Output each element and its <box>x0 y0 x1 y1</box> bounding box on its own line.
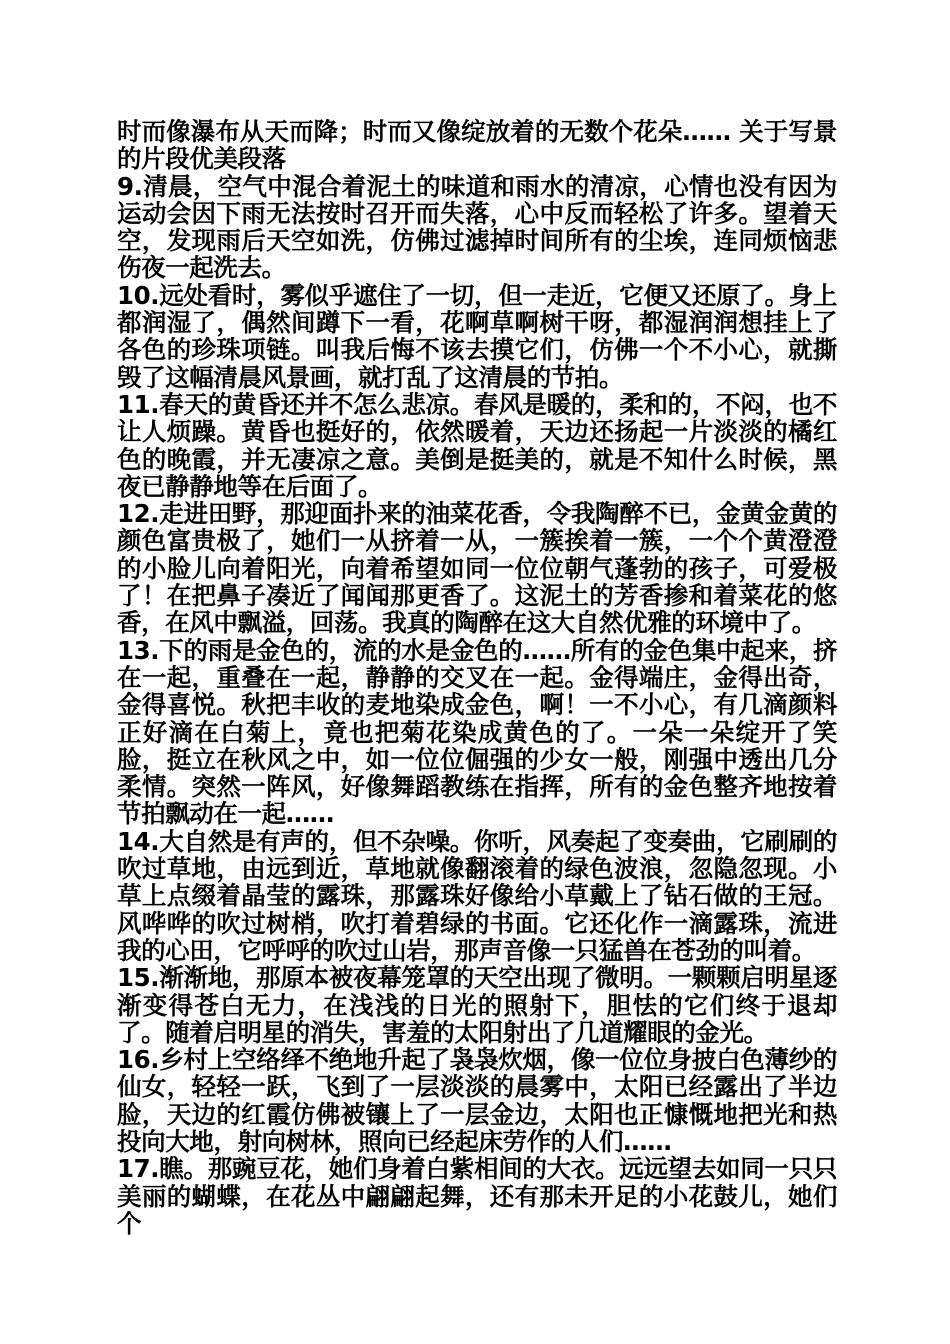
paragraph-11: 11.春天的黄昏还并不怎么悲凉。春风是暖的，柔和的，不闷，也不让人烦躁。黄昏也挺好的，依然暖着，天边还扬起一片淡淡的橘红色的晚霞，并无凄凉之意。美倒是挺美的，就是不知什么时候，黑夜已静静地等在后面了。 <box>117 389 837 501</box>
paragraph-intro: 时而像瀑布从天而降；时而又像绽放着的无数个花朵…… 关于写景的片段优美段落 <box>117 117 837 174</box>
paragraph-15: 15.渐渐地，那原本被夜幕笼罩的天空出现了微明。一颗颗启明星逐渐变得苍白无力，在浅浅的日光的照射下，胆怯的它们终于退却了。随着启明星的消失，害羞的太阳射出了几道耀眼的金光。 <box>117 963 837 1047</box>
paragraph-17: 17.瞧。那豌豆花，她们身着白紫相间的大衣。远远望去如同一只只美丽的蝴蝶，在花丛中翩翩起舞，还有那未开足的小花鼓儿，她们个 <box>117 1154 837 1238</box>
paragraph-12: 12.走进田野，那迎面扑来的油菜花香，令我陶醉不已，金黄金黄的颜色富贵极了，她们一从挤着一从，一簇挨着一簇，一个个黄澄澄的小脸儿向着阳光，向着希望如同一位位朝气蓬勃的孩子，可爱极了！在把鼻子凑近了闻闻那更香了。这泥土的芳香掺和着菜花的悠香，在风中飘溢，回荡。我真的陶醉在这大自然优雅的环境中了。 <box>117 499 837 638</box>
paragraph-14: 14.大自然是有声的，但不杂噪。你听，风奏起了变奏曲，它刷刷的吹过草地，由远到近，草地就像翻滚着的绿色波浪，忽隐忽现。小草上点缀着晶莹的露珠，那露珠好像给小草戴上了钻石做的王冠。风哗哗的吹过树梢，吹打着碧绿的书面。它还化作一滴露珠，流进我的心田，它呼呼的吹过山岩，那声音像一只猛兽在苍劲的叫着。 <box>117 826 837 965</box>
paragraph-9: 9.清晨，空气中混合着泥土的味道和雨水的清凉，心情也没有因为运动会因下雨无法按时召开而失落，心中反而轻松了许多。望着天空，发现雨后天空如洗，仿佛过滤掉时间所有的尘埃，连同烦恼悲伤夜一起洗去。 <box>117 171 837 283</box>
paragraph-13: 13.下的雨是金色的，流的水是金色的……所有的金色集中起来，挤在一起，重叠在一起，静静的交叉在一起。金得端庄，金得出奇，金得喜悦。秋把丰收的麦地染成金色，啊！一不小心，有几滴颜料正好滴在白菊上，竟也把菊花染成黄色的了。一朵一朵绽开了笑脸，挺立在秋风之中，如一位位倔强的少女一般，刚强中透出几分柔情。突然一阵风，好像舞蹈教练在指挥，所有的金色整齐地按着节拍飘动在一起…… <box>117 635 837 829</box>
paragraph-16: 16.乡村上空络绎不绝地升起了袅袅炊烟，像一位位身披白色薄纱的仙女，轻轻一跃，飞到了一层淡淡的晨雾中，太阳已经露出了半边脸，天边的红霞仿佛被镶上了一层金边，太阳也正慷慨地把光和热投向大地，射向树林，照向已经起床劳作的人们…… <box>117 1045 837 1156</box>
document-body <box>117 118 837 1237</box>
paragraph-10: 10.远处看时，雾似乎遮住了一切，但一走近，它便又还原了。身上都润湿了，偶然间蹲下一看，花啊草啊树干呀，都湿润润想挂上了各色的珍珠项链。叫我后悔不该去摸它们，仿佛一个不小心，就撕毁了这幅清晨风景画，就打乱了这清晨的节拍。 <box>117 280 837 392</box>
